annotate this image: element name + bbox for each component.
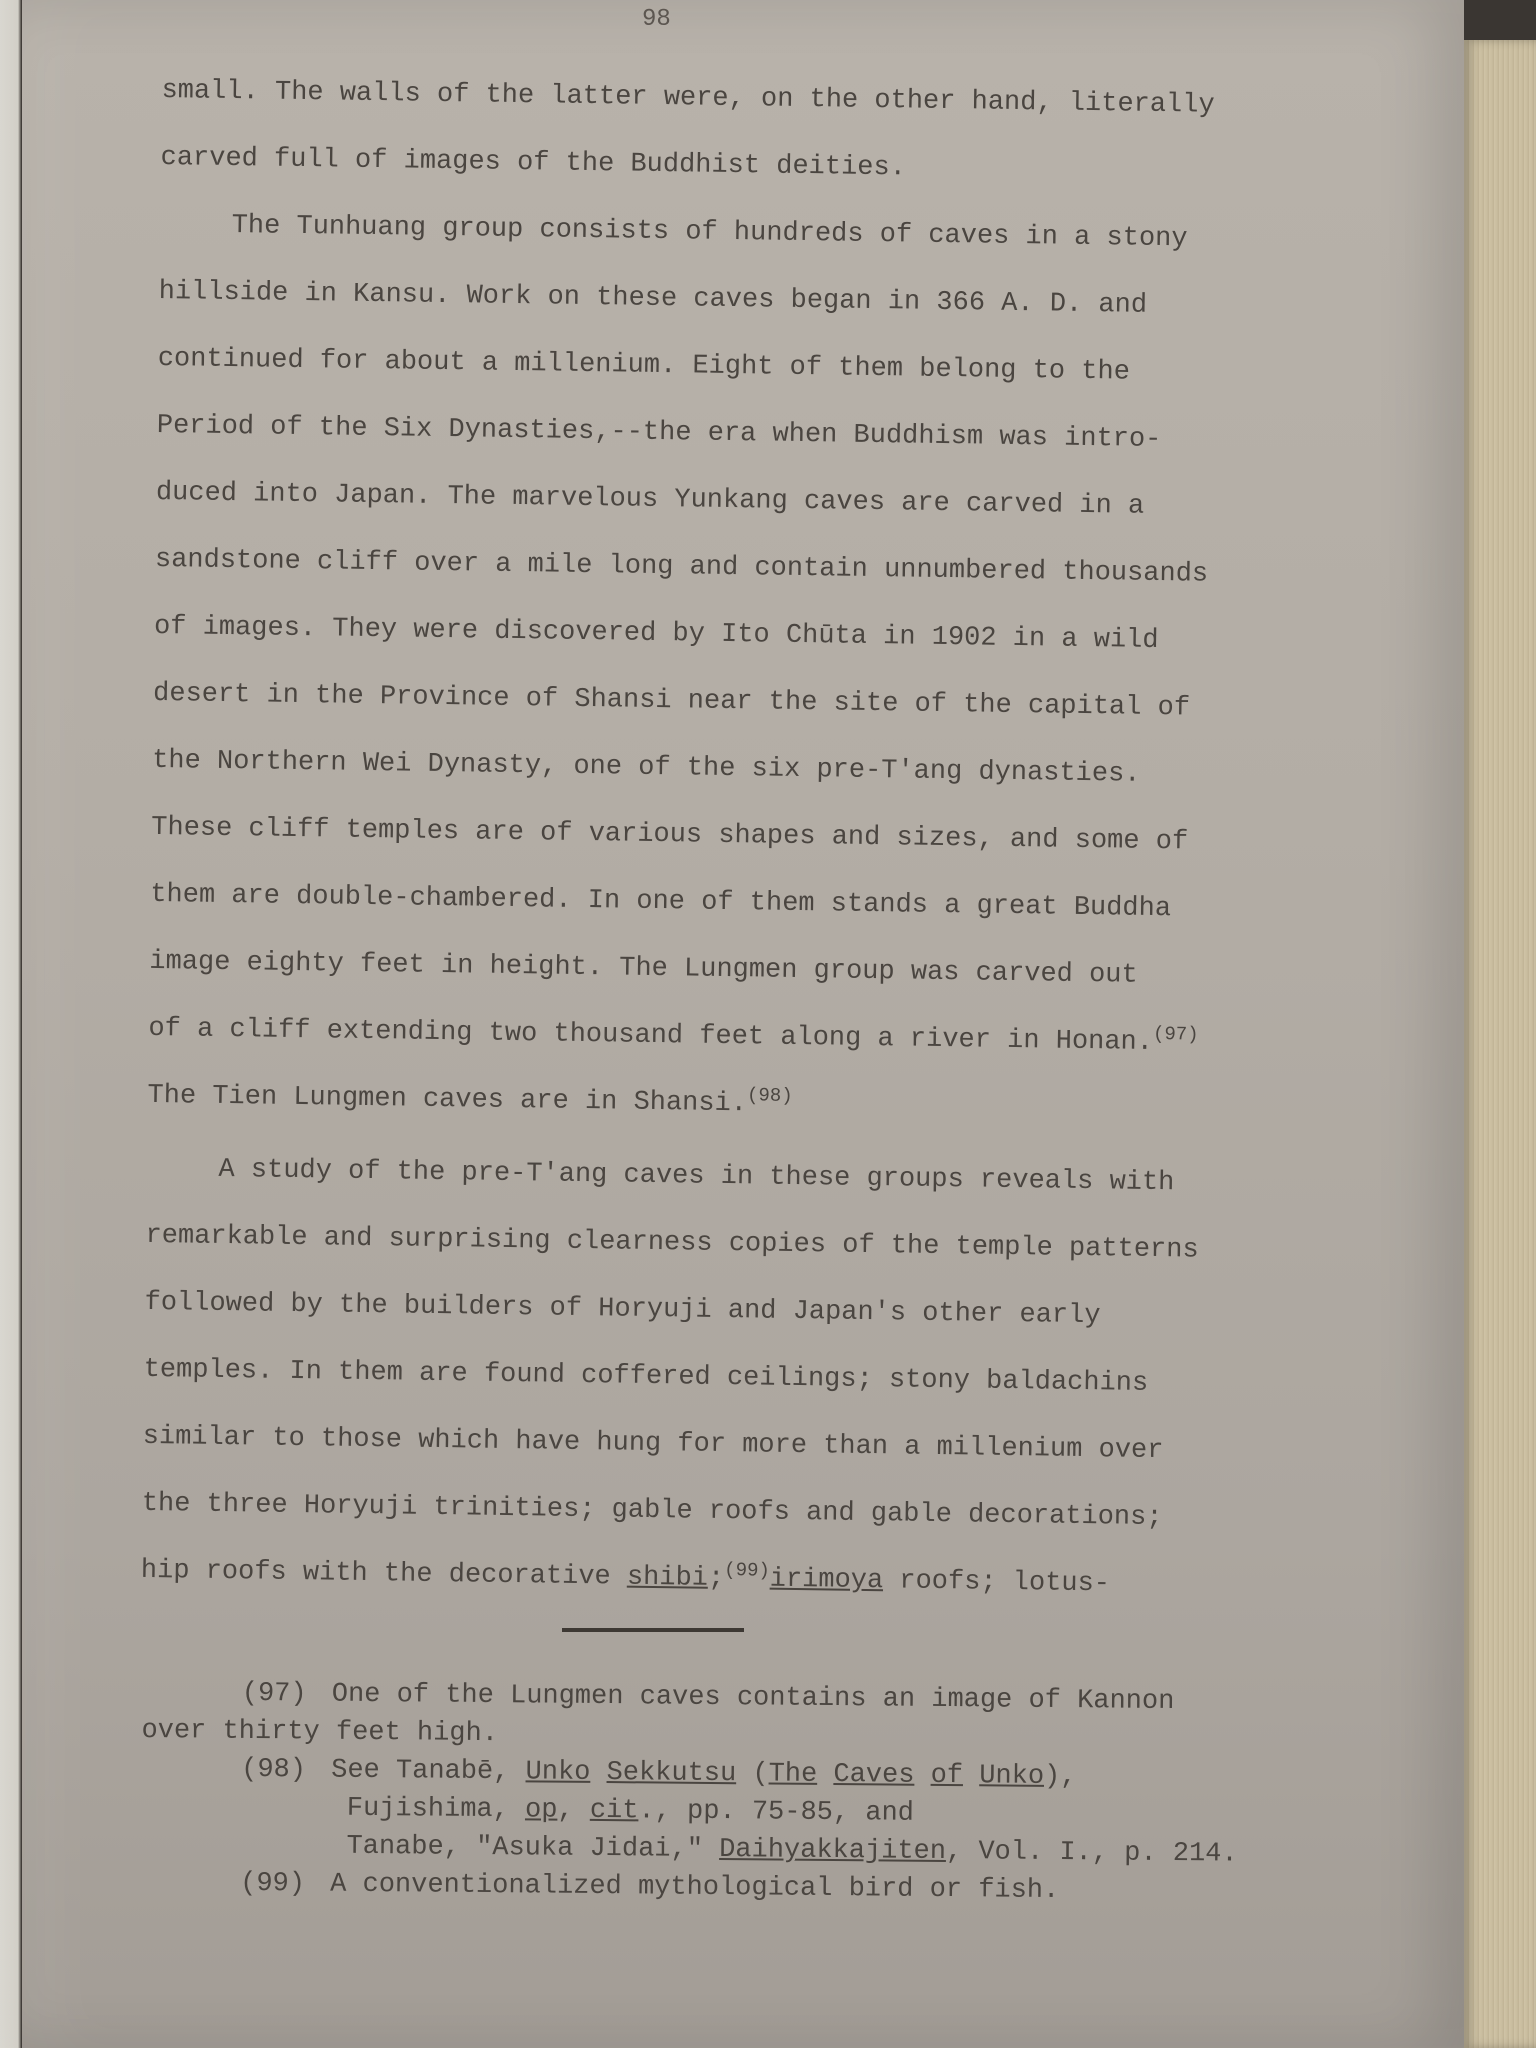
footnote-ref-99: (99) <box>724 1558 771 1582</box>
footnote-ref-97: (97) <box>1152 1022 1199 1046</box>
footnote-text: ., pp. 75-85, and <box>638 1796 915 1829</box>
text-line: of images. They were discovered by Ito Chūta in 1902 in a wild <box>153 611 1159 656</box>
text-line: The Tunhuang group consists of hundreds of caves in a stony <box>231 210 1188 255</box>
text-line: hillside in Kansu. Work on these caves began in 366 A. D. and <box>158 276 1148 321</box>
line-text: The Tien Lungmen caves are in Shansi. <box>147 1080 748 1120</box>
title-word: Unko <box>979 1761 1045 1792</box>
title-word: Sekkutsu <box>606 1758 737 1790</box>
footnote-text: Tanabe, "Asuka Jidai," <box>346 1831 720 1866</box>
footnote-text: , Vol. I., p. 214. <box>945 1837 1238 1870</box>
footnote-text: Fujishima, <box>346 1793 526 1826</box>
text-line: desert in the Province of Shansi near the site of the capital of <box>152 678 1191 724</box>
text-line: remarkable and surprising clearness copies of the temple patterns <box>145 1220 1199 1266</box>
footnote-97-cont: over thirty feet high. <box>141 1715 499 1750</box>
text-line: Period of the Six Dynasties,--the era when Buddhism was intro- <box>156 410 1162 455</box>
footnote-text: , <box>557 1795 591 1826</box>
line-text: roofs; lotus- <box>882 1566 1111 1600</box>
footnote-number: (97) <box>241 1678 307 1710</box>
text-line: the Northern Wei Dynasty, one of the six pre-T'ang dynasties. <box>151 745 1141 790</box>
footnote-text: See Tanabē, <box>331 1755 526 1788</box>
book-page-edges <box>1464 40 1536 2048</box>
body-text <box>140 58 1341 1621</box>
line-text: hip roofs with the decorative <box>140 1555 628 1593</box>
line-text: ; <box>707 1563 725 1594</box>
title-word: of <box>930 1760 964 1792</box>
text-line: These cliff temples are of various shapes and sizes, and some of <box>151 812 1189 858</box>
term-irimoya: irimoya <box>769 1564 884 1597</box>
title-word: The <box>768 1759 818 1790</box>
typewritten-page <box>22 0 1464 2048</box>
term-shibi: shibi <box>626 1562 709 1594</box>
abbrev-op: op <box>524 1795 558 1826</box>
text-line: carved full of images of the Buddhist deities. <box>160 142 907 184</box>
text-line: them are double-chambered. In one of them stands a great Buddha <box>150 879 1172 925</box>
footnote-divider <box>562 1628 744 1632</box>
title-daihyakkajiten: Daihyakkajiten <box>719 1835 947 1868</box>
text-line: image eighty feet in height. The Lungmen group was carved out <box>149 946 1138 991</box>
footnote-number: (98) <box>241 1754 307 1786</box>
text-line: temples. In them are found coffered ceilings; stony baldachins <box>143 1354 1149 1399</box>
footnote-text: ( <box>736 1759 769 1790</box>
footnote-text: One of the Lungmen caves contains an image of Kannon <box>331 1679 1175 1718</box>
text-line: similar to those which have hung for more than a millenium over <box>142 1421 1164 1467</box>
text-line: duced into Japan. The marvelous Yunkang caves are carved in a <box>155 477 1145 522</box>
text-line: the three Horyuji trinities; gable roofs and gable decorations; <box>141 1488 1163 1534</box>
footnote-ref-98: (98) <box>746 1084 793 1107</box>
footnote-number: (99) <box>240 1868 306 1900</box>
text-line: small. The walls of the latter were, on the other hand, literally <box>161 75 1215 121</box>
text-line: continued for about a millenium. Eight of them belong to the <box>157 343 1131 388</box>
line-text: of a cliff extending two thousand feet along a river in Honan. <box>148 1013 1154 1058</box>
title-word: Unko <box>525 1757 591 1788</box>
title-word: Caves <box>833 1760 915 1791</box>
footnote-text: ), <box>1043 1761 1077 1793</box>
text-line: sandstone cliff over a mile long and contain unnumbered thousands <box>154 544 1209 590</box>
footnote-text: A conventionalized mythological bird or fish. <box>330 1869 1060 1907</box>
text-line: A study of the pre-T'ang caves in these groups reveals with <box>218 1154 1175 1199</box>
page-number: 98 <box>642 6 671 33</box>
footnotes <box>140 1674 1382 1913</box>
abbrev-cit: cit <box>589 1795 639 1827</box>
text-line: followed by the builders of Horyuji and Japan's other early <box>144 1287 1101 1332</box>
